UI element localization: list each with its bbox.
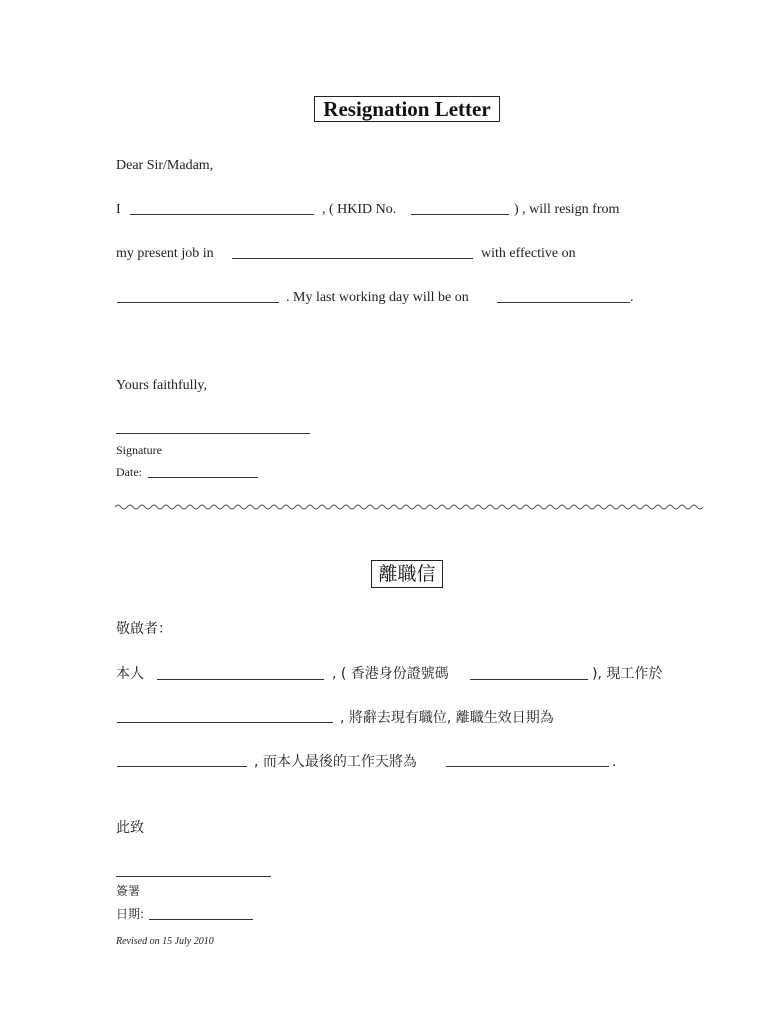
chinese-date-label: 日期:: [116, 907, 145, 921]
chinese-closing: 此致: [116, 820, 144, 836]
english-line2-suffix: with effective on: [481, 246, 576, 261]
english-date-label: Date:: [116, 465, 142, 479]
chinese-last-day-blank[interactable]: [446, 766, 609, 767]
chinese-effective-date-blank[interactable]: [117, 766, 247, 767]
english-line3-mid: . My last working day will be on: [286, 290, 469, 305]
chinese-signature-label: 簽署: [116, 884, 141, 898]
effective-date-blank[interactable]: [117, 302, 279, 303]
english-title: Resignation Letter: [314, 96, 500, 122]
chinese-salutation: 敬啟者：: [116, 621, 172, 637]
last-working-day-blank[interactable]: [497, 302, 630, 303]
english-signature-label: Signature: [116, 443, 162, 457]
chinese-signature-line[interactable]: [116, 876, 271, 877]
hkid-blank[interactable]: [411, 214, 509, 215]
english-line2-prefix: my present job in: [116, 246, 214, 261]
chinese-line3-mid: , 而本人最後的工作天將為: [254, 754, 417, 770]
chinese-line1-mid: , ( 香港身份證號碼: [332, 666, 449, 682]
chinese-title: 離職信: [371, 560, 443, 588]
english-signature-line[interactable]: [116, 433, 310, 434]
chinese-hkid-blank[interactable]: [470, 679, 588, 680]
english-date-blank[interactable]: [148, 477, 258, 478]
chinese-line1-suffix: ), 現工作於: [592, 666, 663, 682]
english-line3-end: .: [630, 290, 634, 305]
name-blank[interactable]: [130, 214, 314, 215]
chinese-name-blank[interactable]: [157, 679, 324, 680]
english-line1-suffix: ) , will resign from: [514, 202, 620, 217]
english-closing: Yours faithfully,: [116, 378, 208, 393]
wavy-divider: [115, 501, 703, 513]
chinese-date-blank[interactable]: [149, 919, 253, 920]
english-salutation: Dear Sir/Madam,: [116, 158, 214, 173]
chinese-company-blank[interactable]: [117, 722, 333, 723]
revised-note: Revised on 15 July 2010: [116, 936, 214, 947]
chinese-line3-end: .: [612, 754, 617, 770]
chinese-line1-prefix: 本人: [116, 666, 144, 682]
english-line1-mid: , ( HKID No.: [322, 202, 397, 217]
chinese-line2-suffix: , 將辭去現有職位, 離職生效日期為: [340, 710, 554, 726]
company-blank[interactable]: [232, 258, 473, 259]
english-line1-prefix: I: [116, 202, 121, 217]
